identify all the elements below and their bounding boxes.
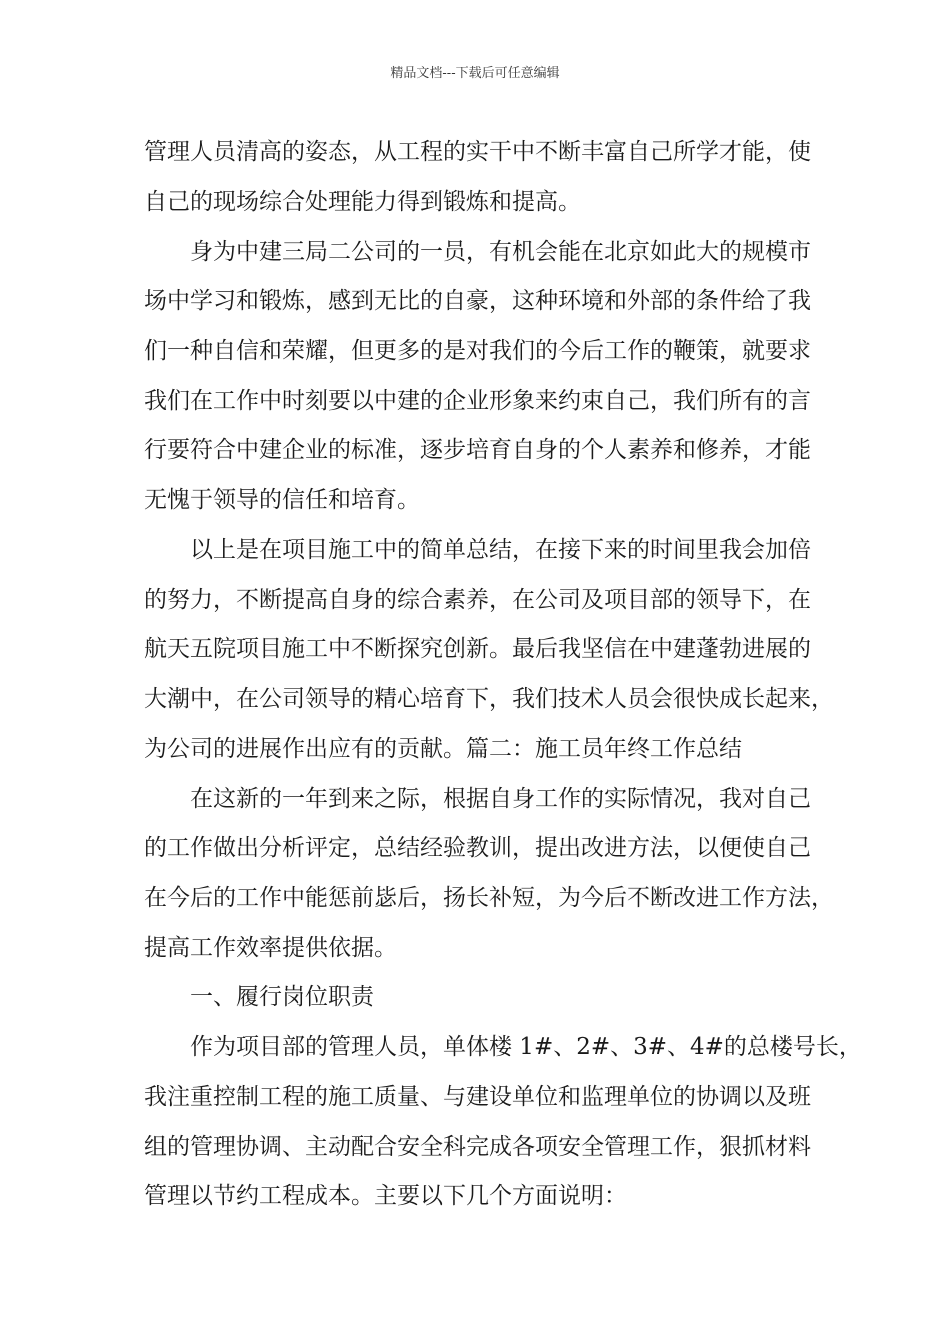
body-text-line: 无愧于领导的信任和培育。: [144, 487, 420, 513]
section-heading: 一、履行岗位职责: [190, 984, 374, 1010]
body-text-line: 们一种自信和荣耀，但更多的是对我们的今后工作的鞭策，就要求: [144, 338, 811, 364]
paragraph-first-line: 以上是在项目施工中的简单总结，在接下来的时间里我会加倍: [190, 537, 811, 563]
paragraph-first-line: 在这新的一年到来之际，根据自身工作的实际情况，我对自己: [190, 786, 811, 812]
paragraph-first-line: 作为项目部的管理人员，单体楼 1#、2#、3#、4#的总楼号长，: [190, 1034, 862, 1060]
body-text-line: 自己的现场综合处理能力得到锻炼和提高。: [144, 189, 581, 215]
body-text-line: 在今后的工作中能惩前毖后，扬长补短，为今后不断改进工作方法，: [144, 885, 834, 911]
body-text-line: 提高工作效率提供依据。: [144, 935, 397, 961]
body-text-line: 的工作做出分析评定，总结经验教训，提出改进方法，以便使自己: [144, 835, 811, 861]
body-text-line: 航天五院项目施工中不断探究创新。最后我坚信在中建蓬勃进展的: [144, 636, 811, 662]
body-text-line: 大潮中，在公司领导的精心培育下，我们技术人员会很快成长起来，: [144, 686, 834, 712]
page-header: 精品文档---下载后可任意编辑: [390, 66, 560, 81]
body-text-line: 组的管理协调、主动配合安全科完成各项安全管理工作，狠抓材料: [144, 1134, 811, 1160]
body-text-line: 的努力，不断提高自身的综合素养，在公司及项目部的领导下，在: [144, 587, 811, 613]
body-text-line: 场中学习和锻炼，感到无比的自豪，这种环境和外部的条件给了我: [144, 288, 811, 314]
body-text-line: 管理以节约工程成本。主要以下几个方面说明：: [144, 1183, 627, 1209]
body-text-line: 我注重控制工程的施工质量、与建设单位和监理单位的协调以及班: [144, 1084, 811, 1110]
body-text-line: 管理人员清高的姿态，从工程的实干中不断丰富自己所学才能，使: [144, 139, 811, 165]
paragraph-first-line: 身为中建三局二公司的一员，有机会能在北京如此大的规模市: [190, 239, 811, 265]
body-text-line: 为公司的进展作出应有的贡献。篇二：施工员年终工作总结: [144, 736, 742, 762]
body-text-line: 我们在工作中时刻要以中建的企业形象来约束自己，我们所有的言: [144, 388, 811, 414]
body-text-line: 行要符合中建企业的标准，逐步培育自身的个人素养和修养，才能: [144, 437, 811, 463]
